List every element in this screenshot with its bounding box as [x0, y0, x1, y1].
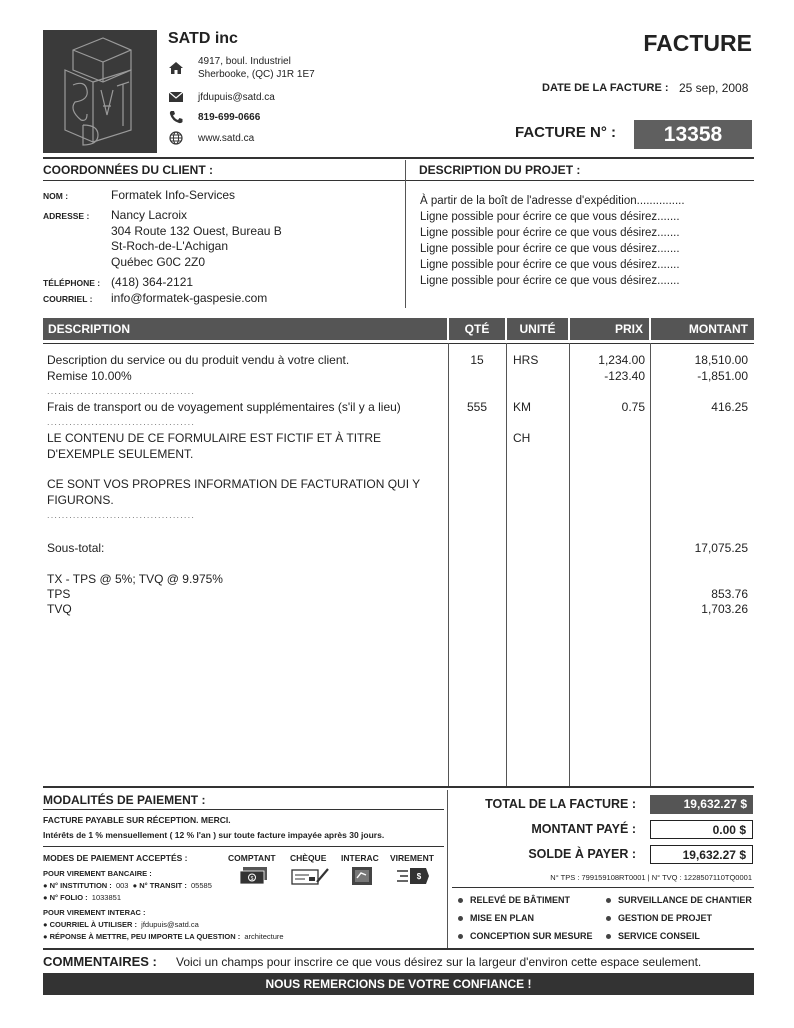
- svg-text:$: $: [250, 876, 254, 882]
- method-interac-label: INTERAC: [341, 853, 379, 863]
- line-item-amount: 416.25: [711, 400, 748, 414]
- company-logo: [43, 30, 157, 153]
- line-item-description: FIGURONS.: [47, 493, 114, 507]
- line-item-unit: HRS: [513, 353, 539, 367]
- paid-label: MONTANT PAYÉ :: [531, 822, 636, 836]
- company-email: jfdupuis@satd.ca: [168, 90, 275, 104]
- total-value: 19,632.27 $: [650, 795, 753, 814]
- phone-icon: [168, 110, 184, 124]
- envelope-icon: [168, 90, 184, 104]
- divider: [43, 157, 754, 159]
- client-phone-label: TÉLÉPHONE :: [43, 278, 101, 288]
- divider: [452, 887, 754, 888]
- divider: [43, 948, 754, 950]
- client-section-title: COORDONNÉES DU CLIENT :: [43, 163, 214, 177]
- company-name: SATD inc: [168, 30, 238, 47]
- payment-section-title: MODALITÉS DE PAIEMENT :: [43, 793, 206, 807]
- col-header-description: DESCRIPTION: [43, 318, 447, 340]
- line-item-price: -123.40: [604, 369, 645, 383]
- tps-value: 853.76: [711, 587, 748, 601]
- tvq-value: 1,703.26: [701, 602, 748, 616]
- interac-icon: [351, 866, 373, 886]
- line-item-price: 0.75: [621, 400, 645, 414]
- payment-terms-line2: Intérêts de 1 % mensuellement ( 12 % l'an ) sur toute facture impayée après 30 jours.: [43, 830, 385, 840]
- tax-registration-numbers: N° TPS : 799159108RT0001 | N° TVQ : 1228507110TQ0001: [550, 873, 752, 882]
- bank-institution-row: ● N° INSTITUTION : 003 ● N° TRANSIT : 05585: [43, 881, 212, 890]
- method-cheque-label: CHÈQUE: [290, 853, 327, 863]
- satd-logo-icon: [43, 30, 157, 153]
- line-item-description: Description du service ou du produit vendu à votre client.: [47, 353, 350, 367]
- line-item-qty: 15: [470, 353, 484, 367]
- paid-value: 0.00 $: [650, 820, 753, 839]
- document-title: FACTURE: [643, 30, 752, 56]
- divider: [447, 790, 448, 948]
- client-name: Formatek Info-Services: [111, 188, 236, 202]
- dotted-separator: ........................................: [47, 386, 196, 396]
- divider: [43, 343, 754, 344]
- comments-label: COMMENTAIRES :: [43, 954, 157, 969]
- col-header-unit: UNITÉ: [507, 318, 568, 340]
- client-name-label: NOM :: [43, 191, 69, 201]
- service-item: CONCEPTION SUR MESURE: [458, 931, 593, 941]
- service-item: RELEVÉ DE BÂTIMENT: [458, 895, 570, 905]
- tps-label: TPS: [47, 587, 71, 601]
- divider: [43, 846, 444, 847]
- subtotal-value: 17,075.25: [694, 541, 748, 555]
- cash-icon: [239, 866, 269, 886]
- payment-terms-line1: FACTURE PAYABLE SUR RÉCEPTION. MERCI.: [43, 815, 231, 825]
- method-cash-label: COMPTANT: [228, 853, 276, 863]
- divider: [43, 809, 444, 810]
- interac-transfer-title: POUR VIREMENT INTERAC :: [43, 908, 146, 917]
- method-transfer-label: VIREMENT: [390, 853, 434, 863]
- project-section-title: DESCRIPTION DU PROJET :: [419, 163, 581, 177]
- bank-folio-row: ● N° FOLIO : 1033851: [43, 893, 121, 902]
- col-header-amount: MONTANT: [651, 318, 754, 340]
- company-phone: 819-699-0666: [168, 110, 260, 124]
- subtotal-label: Sous-total:: [47, 541, 105, 555]
- invoice-date-label: DATE DE LA FACTURE :: [542, 82, 669, 94]
- service-item: SERVICE CONSEIL: [606, 931, 700, 941]
- svg-text:$: $: [416, 872, 422, 881]
- line-item-description: Remise 10.00%: [47, 369, 132, 383]
- client-address: Nancy Lacroix 304 Route 132 Ouest, Bureau B St-Roch-de-L'Achigan Québec G0C 2Z0: [111, 208, 282, 269]
- client-phone: (418) 364-2121: [111, 275, 194, 289]
- divider: [506, 343, 507, 787]
- line-item-description: LE CONTENU DE CE FORMULAIRE EST FICTIF ET À TITRE: [47, 431, 382, 445]
- tax-rates-label: TX - TPS @ 5%; TVQ @ 9.975%: [47, 572, 223, 586]
- line-item-description: CE SONT VOS PROPRES INFORMATION DE FACTURATION QUI Y: [47, 477, 421, 491]
- divider: [405, 160, 406, 308]
- divider: [43, 786, 754, 788]
- client-email-label: COURRIEL :: [43, 294, 93, 304]
- invoice-number-value: 13358: [634, 120, 752, 149]
- line-item-amount: 18,510.00: [694, 353, 748, 367]
- transfer-icon: [396, 866, 430, 886]
- comments-text: Voici un champs pour inscrire ce que vous désirez sur la largeur d'environ cette espace seulement.: [176, 955, 702, 969]
- service-item: SURVEILLANCE DE CHANTIER: [606, 895, 752, 905]
- footer-thank-you: NOUS REMERCIONS DE VOTRE CONFIANCE !: [43, 973, 754, 995]
- balance-value: 19,632.27 $: [650, 845, 753, 864]
- project-description: À partir de la boît de l'adresse d'expédition............... Ligne possible pour écrire ce que vous désirez....... Ligne possible pour écrire ce que vous désirez....... Ligne possible pour écrire ce que vous désirez....... Ligne possible pour écrire ce que vous désirez....... Ligne possible pour écrire ce que vous désirez.......: [420, 195, 685, 287]
- bank-transfer-title: POUR VIREMENT BANCAIRE :: [43, 869, 152, 878]
- col-header-price: PRIX: [570, 318, 649, 340]
- line-item-description: D'EXEMPLE SEULEMENT.: [47, 447, 194, 461]
- divider: [43, 180, 754, 181]
- balance-label: SOLDE À PAYER :: [528, 847, 636, 861]
- tvq-label: TVQ: [47, 602, 72, 616]
- service-item: GESTION DE PROJET: [606, 913, 712, 923]
- payment-methods-label: MODES DE PAIEMENT ACCEPTÉS :: [43, 853, 188, 863]
- cheque-icon: [291, 866, 331, 886]
- line-item-price: 1,234.00: [598, 353, 645, 367]
- globe-icon: [168, 131, 184, 145]
- invoice-date-value: 25 sep, 2008: [679, 81, 749, 95]
- dotted-separator: ........................................: [47, 510, 196, 520]
- company-website: www.satd.ca: [168, 131, 254, 145]
- line-item-qty: 555: [466, 400, 488, 414]
- total-label: TOTAL DE LA FACTURE :: [485, 797, 636, 811]
- dotted-separator: ........................................: [47, 417, 196, 427]
- col-header-qty: QTÉ: [449, 318, 505, 340]
- company-address: 4917, boul. Industriel Sherbooke, (QC) J1R 1E7: [168, 55, 315, 81]
- line-item-unit: CH: [513, 431, 531, 445]
- client-address-label: ADRESSE :: [43, 211, 90, 221]
- home-icon: [168, 61, 184, 75]
- client-email: info@formatek-gaspesie.com: [111, 291, 268, 305]
- interac-answer-row: ● RÉPONSE À METTRE, PEU IMPORTE LA QUESTION : architecture: [43, 932, 284, 941]
- service-item: MISE EN PLAN: [458, 913, 534, 923]
- interac-email-row: ● COURRIEL À UTILISER : jfdupuis@satd.ca: [43, 920, 199, 929]
- line-item-description: Frais de transport ou de voyagement supplémentaires (s'il y a lieu): [47, 400, 401, 414]
- line-item-amount: -1,851.00: [697, 369, 748, 383]
- invoice-number-label: FACTURE N° :: [515, 124, 616, 141]
- line-item-unit: KM: [513, 400, 531, 414]
